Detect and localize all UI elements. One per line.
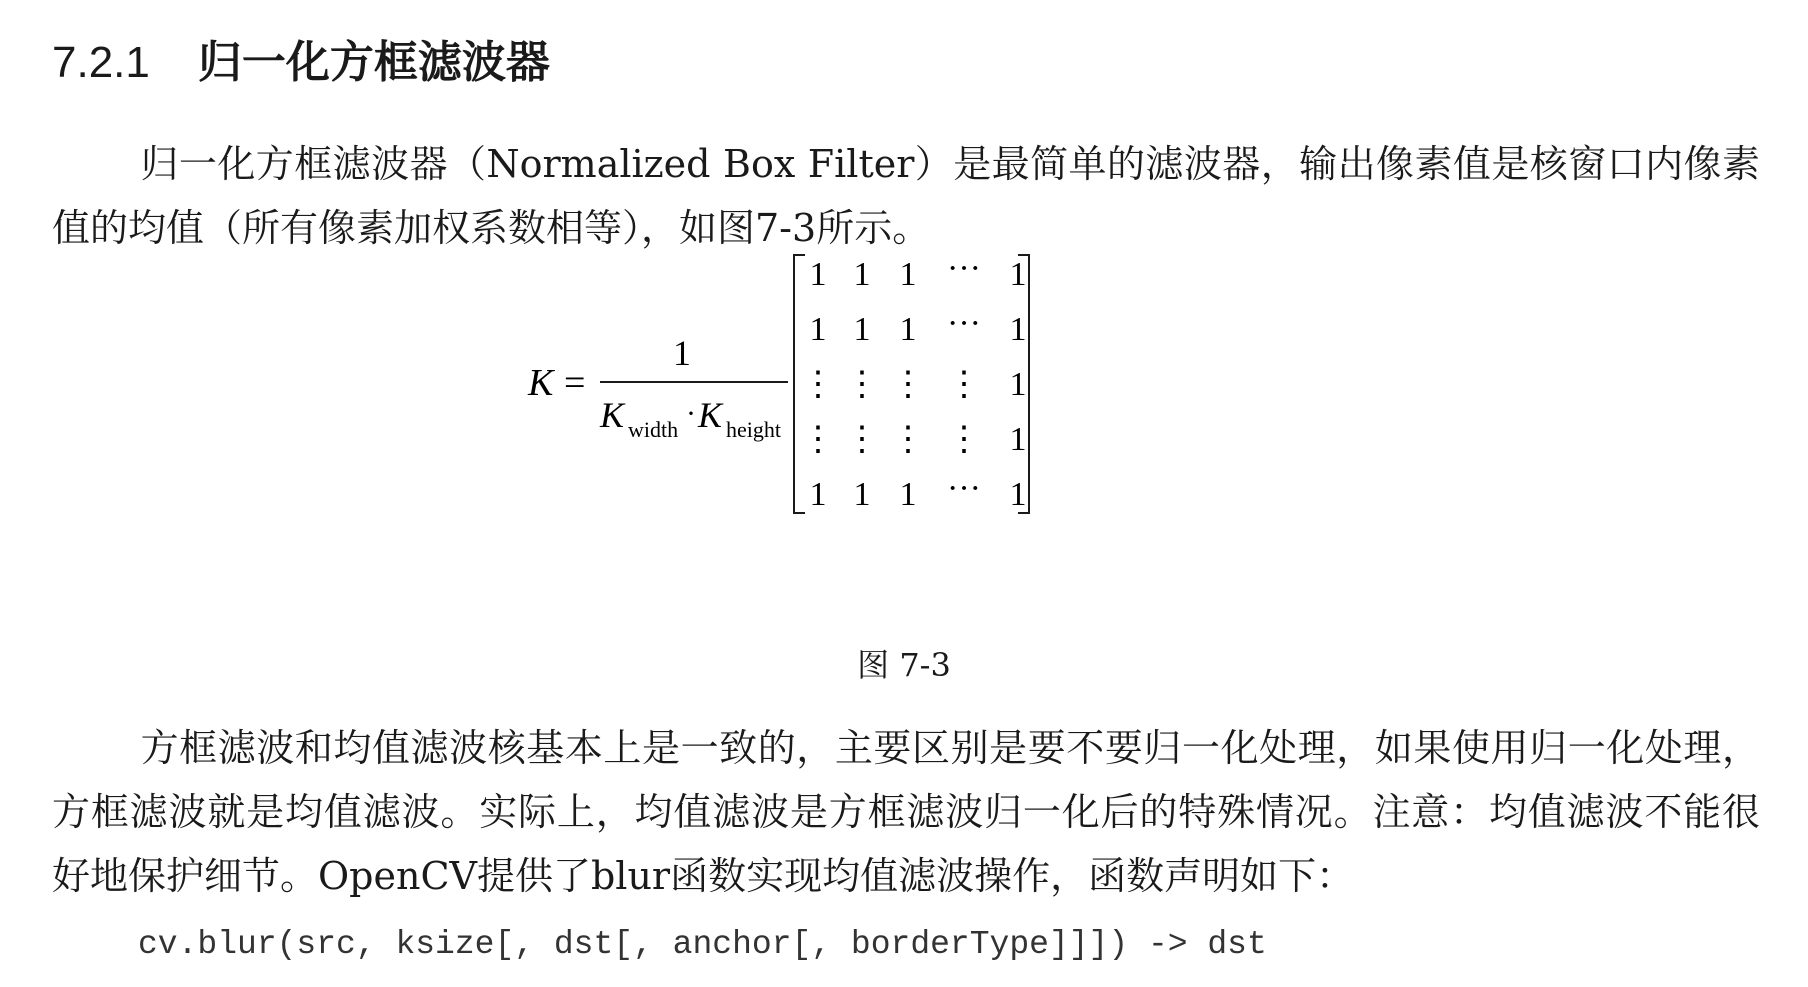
- matrix-cell: ⋮: [801, 366, 835, 403]
- matrix-cell: 1: [809, 476, 827, 513]
- formula-svg: [528, 250, 1220, 615]
- matrix-cell: 1: [1009, 476, 1027, 513]
- section-title: 归一化方框滤波器: [197, 38, 550, 87]
- den-k-height: K: [698, 395, 723, 435]
- section-heading: [52, 26, 550, 90]
- paragraph-intro: [52, 132, 1760, 260]
- matrix-cell: 1: [809, 256, 827, 293]
- matrix-cell: 1: [899, 476, 917, 513]
- kernel-formula: [528, 250, 1220, 615]
- matrix-cell: 1: [1009, 311, 1027, 348]
- formula-numerator: 1: [673, 333, 691, 373]
- figure-caption: 图 7-3: [857, 646, 951, 684]
- matrix-cell: ···: [947, 470, 981, 507]
- matrix-cell: ⋮: [891, 366, 925, 403]
- matrix-cell: 1: [1009, 366, 1027, 403]
- matrix-cell: 1: [853, 256, 871, 293]
- matrix-cell: 1: [899, 256, 917, 293]
- section-number: 7.2.1: [52, 38, 150, 87]
- matrix-cell: 1: [899, 311, 917, 348]
- matrix-cell: 1: [1009, 256, 1027, 293]
- paragraph-body-text: 方框滤波和均值滤波核基本上是一致的，主要区别是要不要归一化处理，如果使用归一化处理，方框滤波就是均值滤波。实际上，均值滤波是方框滤波归一化后的特殊情况。注意：均值滤波不能很好地保护细节。OpenCV提供了blur函数实现均值滤波操作，函数声明如下：: [52, 726, 1760, 898]
- matrix-cell: ···: [947, 250, 981, 287]
- paragraph-body: [52, 716, 1760, 908]
- matrix-cell: 1: [853, 476, 871, 513]
- matrix-cell: ⋮: [845, 366, 879, 403]
- matrix-cell: 1: [1009, 421, 1027, 458]
- matrix-cell: ⋮: [845, 421, 879, 458]
- code-signature: cv.blur(src, ksize[, dst[, anchor[, borderType]]]) -> dst: [138, 926, 1267, 963]
- matrix-cell: ···: [947, 305, 981, 342]
- paragraph-intro-text: 归一化方框滤波器（Normalized Box Filter）是最简单的滤波器，输出像素值是核窗口内像素值的均值（所有像素加权系数相等），如图7-3所示。: [52, 142, 1760, 250]
- matrix-cell: ⋮: [801, 421, 835, 458]
- den-sub-width: width: [628, 417, 679, 442]
- matrix-cell: 1: [809, 311, 827, 348]
- den-dot: ·: [686, 397, 696, 430]
- matrix-cell: ⋮: [947, 366, 981, 403]
- den-k-width: K: [600, 395, 625, 435]
- formula-equals: =: [564, 362, 586, 404]
- matrix-cell: ⋮: [891, 421, 925, 458]
- den-sub-height: height: [726, 417, 781, 442]
- matrix-cell: ⋮: [947, 421, 981, 458]
- matrix-cell: 1: [853, 311, 871, 348]
- matrix-cells: [801, 250, 1027, 513]
- formula-lhs: K: [528, 362, 554, 404]
